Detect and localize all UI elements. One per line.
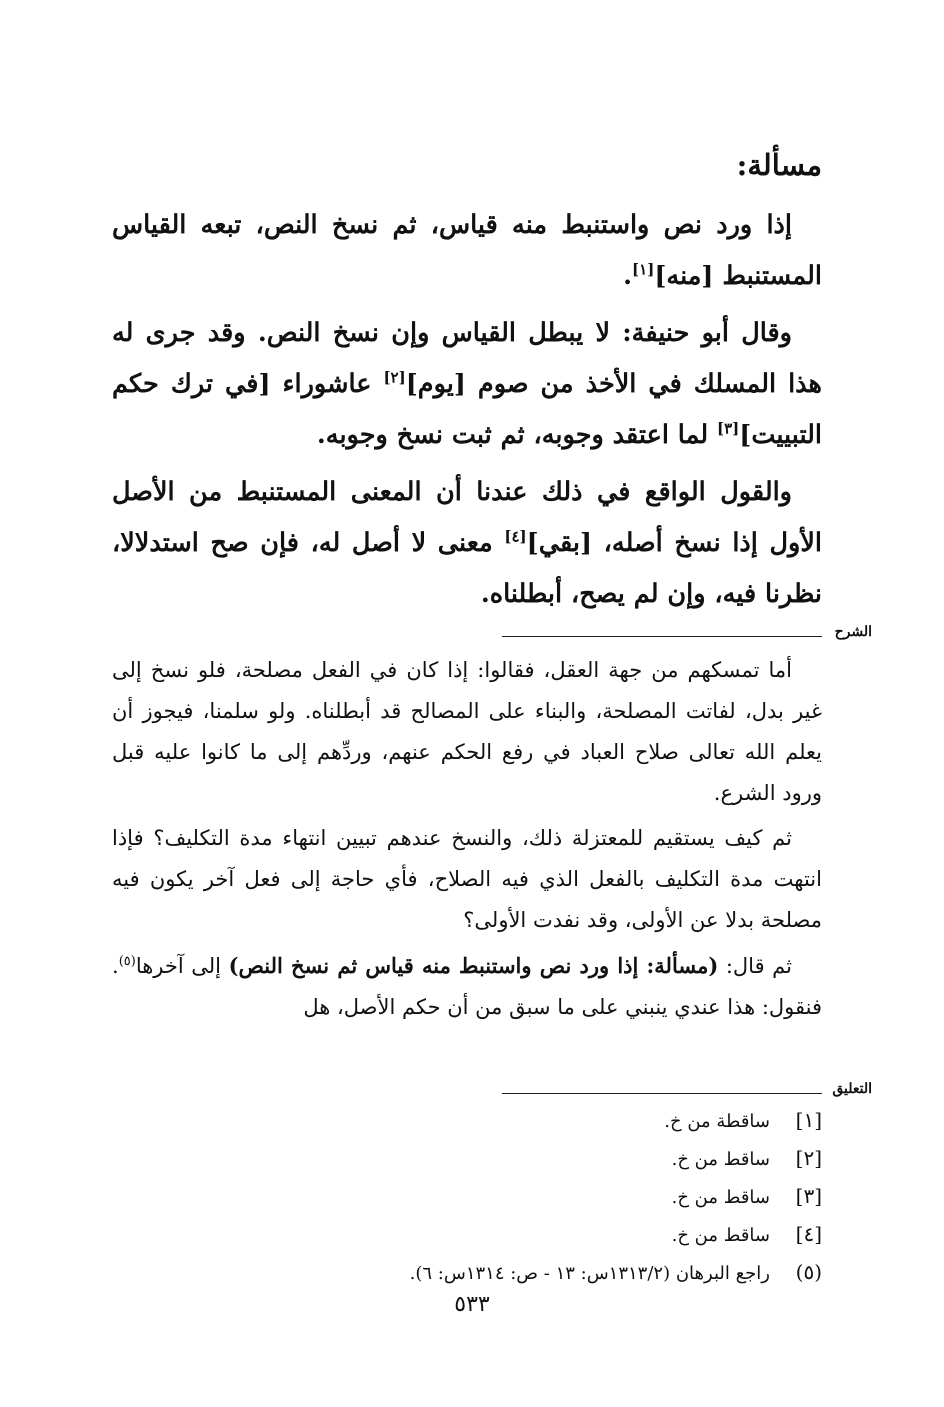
footnote-text: ساقط من خ. xyxy=(671,1187,770,1208)
commentary-paragraph-3: ثم قال: (مسألة: إذا ورد نص واستنبط منه قياس ثم نسخ النص) إلى آخرها$^{(٥)}$. فنقول: هذا عندي ينبني على ما سبق من أن حكم الأصل، هل xyxy=(112,953,822,1019)
main-text xyxy=(112,200,822,626)
footnote-marker[interactable]: (٥) xyxy=(118,954,136,969)
notes-divider xyxy=(0,1081,944,1101)
footnote-item xyxy=(112,1140,822,1178)
section-heading: مسألة: xyxy=(736,148,822,182)
footnote-number: [١] xyxy=(795,1108,822,1132)
commentary-text xyxy=(112,650,822,1032)
footnote-item xyxy=(112,1254,822,1292)
footnote-marker[interactable]: [٤] xyxy=(504,527,527,546)
footnote-item xyxy=(112,1216,822,1254)
main-paragraph-1: إذا ورد نص واستنبط منه قياس، ثم نسخ النص، تبعه القياس المستنبط [منه][١]. xyxy=(112,210,822,291)
divider-rule xyxy=(502,636,822,637)
footnote-item xyxy=(112,1178,822,1216)
footnote-number: [٤] xyxy=(795,1222,822,1246)
quoted-issue: (مسألة: إذا ورد نص واستنبط منه قياس ثم نسخ النص) xyxy=(228,953,719,978)
footnote-number: [٣] xyxy=(795,1184,822,1208)
divider-rule xyxy=(502,1093,822,1094)
commentary-label: الشرح xyxy=(834,624,872,640)
footnote-marker[interactable]: [٢] xyxy=(383,368,406,387)
footnote-text: راجع البرهان (١٣١٣/٢س: ١٣ - ص: ١٣١٤س: ٦). xyxy=(409,1263,770,1284)
footnote-number: (٥) xyxy=(795,1260,822,1284)
commentary-paragraph-1: أما تمسكهم من جهة العقل، فقالوا: إذا كان في الفعل مصلحة، فلو نسخ إلى غير بدل، لفاتت المصلحة، والبناء على المصالح قد أبطلناه. ولو سلمنا، فيجوز أن يعلم الله تعالى صلاح العباد في رفع الحكم عنهم، وردِّهم إلى ما كانوا عليه قبل ورود الشرع. xyxy=(112,658,822,805)
footnote-marker[interactable]: [٣] xyxy=(716,419,740,438)
footnotes-list xyxy=(112,1102,822,1292)
main-paragraph-2: وقال أبو حنيفة: لا يبطل القياس وإن نسخ النص. وقد جرى له هذا المسلك في الأخذ من صوم [يوم][٢] عاشوراء [في ترك حكم التبييت][٣] لما اعتقد وجوبه، ثم ثبت نسخ وجوبه. xyxy=(112,318,823,450)
footnote-number: [٢] xyxy=(795,1146,822,1170)
commentary-divider xyxy=(0,624,944,644)
footnote-text: ساقط من خ. xyxy=(671,1149,770,1170)
footnote-text: ساقطة من خ. xyxy=(664,1111,770,1132)
notes-label: التعليق xyxy=(832,1081,872,1097)
footnote-text: ساقط من خ. xyxy=(671,1225,770,1246)
commentary-paragraph-2: ثم كيف يستقيم للمعتزلة ذلك، والنسخ عندهم تبيين انتهاء مدة التكليف؟ فإذا انتهت مدة التكليف بالفعل الذي فيه الصلاح، فأي حاجة إلى فعل آخر يكون فيه مصلحة بدلا عن الأولى، وقد نفدت الأولى؟ xyxy=(112,826,822,932)
page-number: ٥٣٣ xyxy=(454,1292,490,1317)
footnote-item xyxy=(112,1102,822,1140)
footnote-marker[interactable]: [١] xyxy=(632,260,655,279)
main-paragraph-3: والقول الواقع في ذلك عندنا أن المعنى المستنبط من الأصل الأول إذا نسخ أصله، [بقي][٤] معنى لا أصل له، فإن صح استدلالا، نظرنا فيه، وإن لم يصح، أبطلناه. xyxy=(112,477,822,609)
